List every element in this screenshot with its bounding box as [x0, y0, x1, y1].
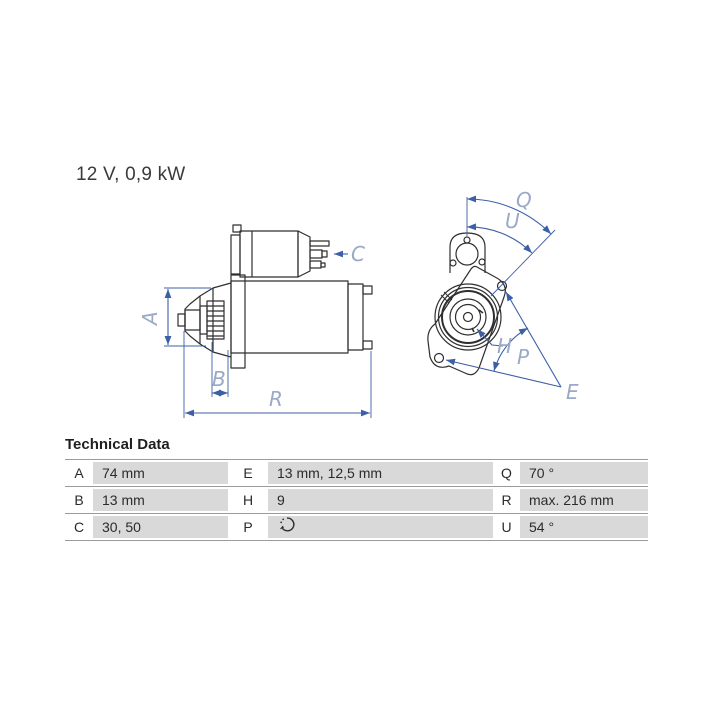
param-key: Q: [493, 465, 520, 481]
table-row: [65, 489, 648, 511]
dim-label-r: R: [269, 387, 283, 411]
param-key: E: [228, 465, 268, 481]
table-row: [65, 516, 648, 538]
param-key: A: [65, 465, 93, 481]
voltage-power-title: 12 V, 0,9 kW: [76, 164, 186, 185]
dim-label-e: E: [566, 380, 579, 404]
param-value: 54 °: [520, 516, 648, 538]
table-row-divider: [65, 486, 648, 487]
param-value: 70 °: [520, 462, 648, 484]
dim-label-c: C: [351, 242, 365, 266]
param-key: U: [493, 519, 520, 535]
param-key: B: [65, 492, 93, 508]
param-value: max. 216 mm: [520, 489, 648, 511]
starter-side-view: [178, 225, 372, 368]
table-row-divider: [65, 513, 648, 514]
dim-label-b: B: [212, 367, 226, 391]
param-value: 30, 50: [93, 516, 228, 538]
dim-label-u: U: [505, 209, 520, 233]
technical-data-heading: Technical Data: [65, 436, 170, 453]
dim-label-h: H: [497, 334, 513, 358]
table-row: [65, 462, 648, 484]
param-key: H: [228, 492, 268, 508]
flange-front-view: [428, 233, 507, 375]
table-border-top: [65, 459, 648, 460]
front-view-dimension-labels: [497, 188, 579, 404]
param-value: 9: [268, 489, 493, 511]
dim-label-a: A: [138, 311, 162, 325]
dim-label-p: P: [517, 345, 530, 369]
param-key: P: [228, 519, 268, 535]
param-value: 74 mm: [93, 462, 228, 484]
dim-label-q: Q: [516, 188, 532, 212]
side-view-dimensions: [164, 254, 371, 418]
technical-data-section: [65, 436, 648, 541]
table-border-bottom: [65, 540, 648, 541]
param-value: [268, 516, 493, 538]
param-value: 13 mm, 12,5 mm: [268, 462, 493, 484]
rotation-direction-icon: [277, 514, 297, 540]
param-key: C: [65, 519, 93, 535]
param-key: R: [493, 492, 520, 508]
param-value: 13 mm: [93, 489, 228, 511]
